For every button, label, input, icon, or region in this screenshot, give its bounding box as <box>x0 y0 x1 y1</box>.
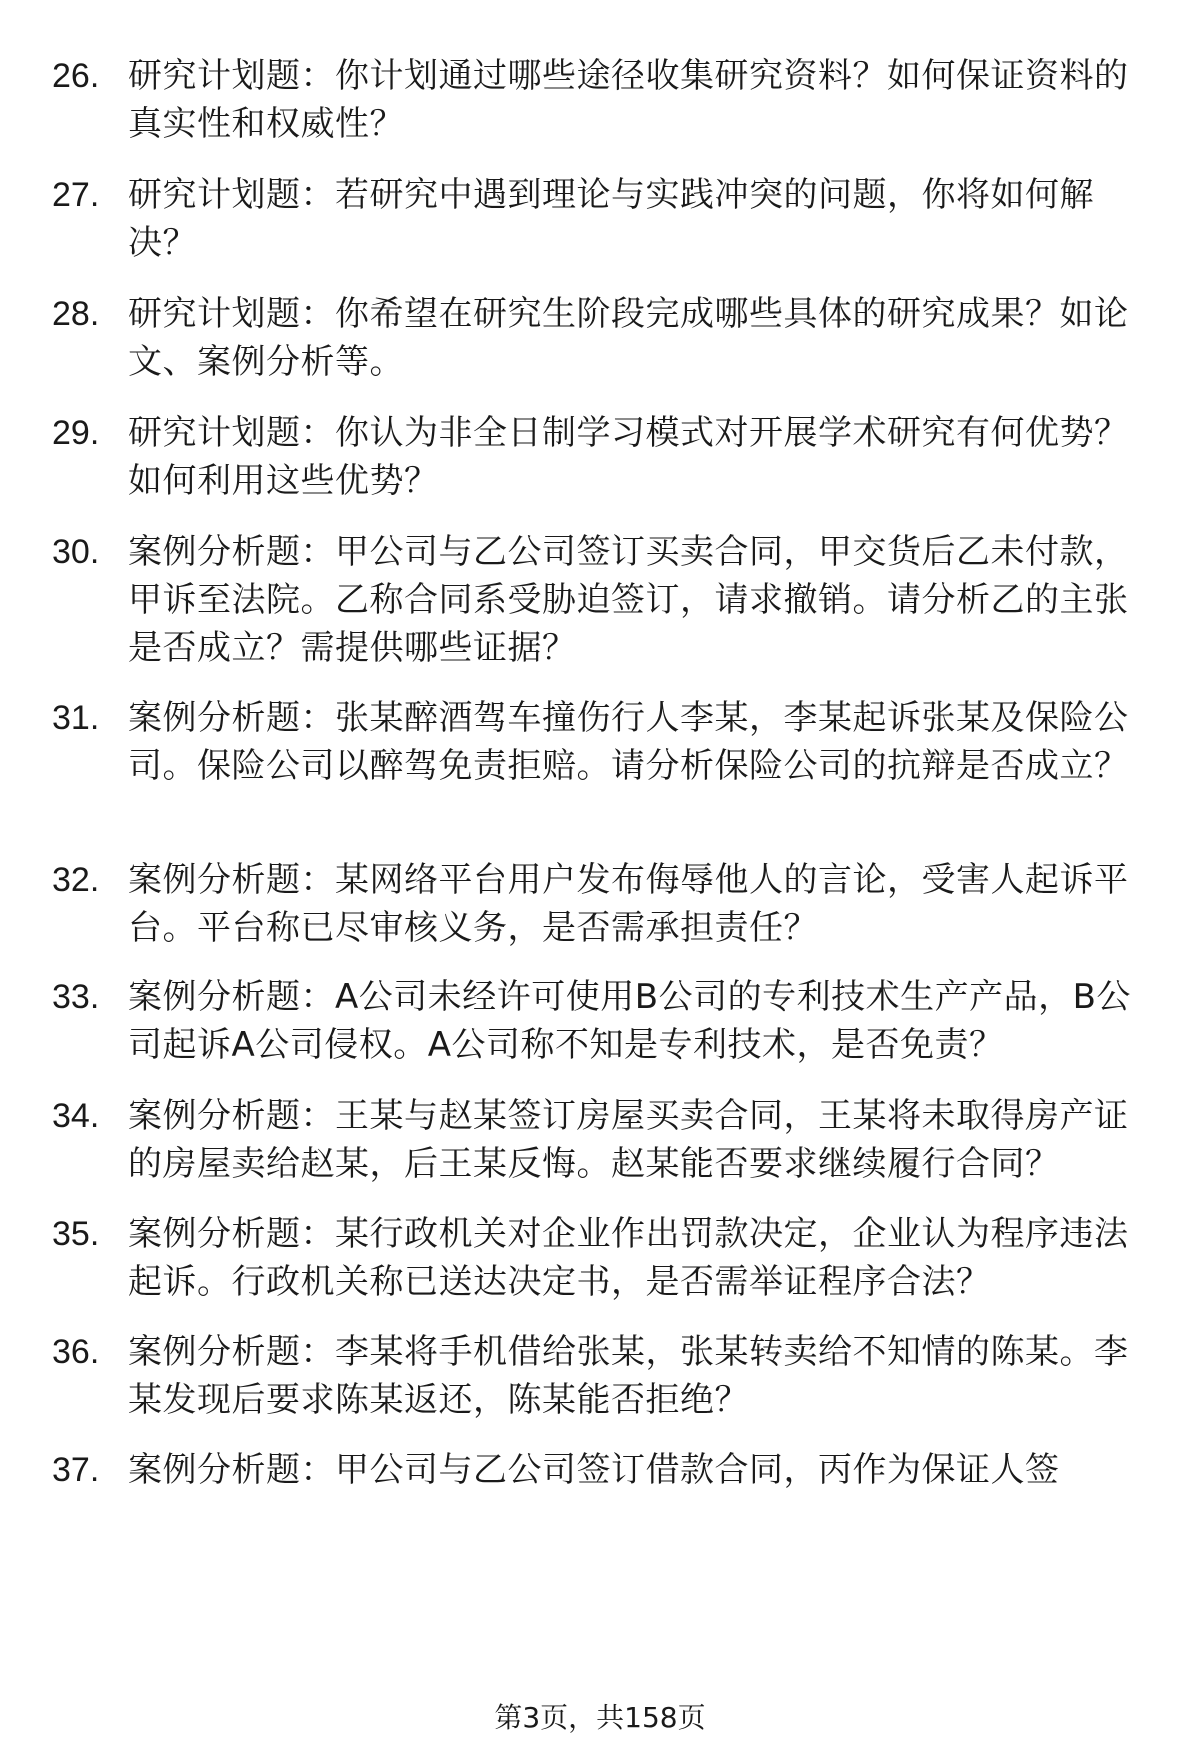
question-number: 34. <box>52 1097 100 1135</box>
question-number: 27. <box>52 176 100 214</box>
question-number: 36. <box>52 1333 100 1371</box>
question-number: 29. <box>52 414 100 452</box>
question-text: 研究计划题：你希望在研究生阶段完成哪些具体的研究成果？如论文、案例分析等。 <box>128 294 1129 382</box>
page-footer: 第3页，共158页 <box>494 1701 706 1734</box>
question-text: 案例分析题：张某醉酒驾车撞伤行人李某，李某起诉张某及保险公司。保险公司以醉驾免责拒赔。请分析保险公司的抗辩是否成立？ <box>128 698 1129 786</box>
question-number: 37. <box>52 1451 100 1489</box>
question-text: 研究计划题：你认为非全日制学习模式对开展学术研究有何优势？如何利用这些优势？ <box>128 413 1129 501</box>
question-text: 案例分析题：某行政机关对企业作出罚款决定，企业认为程序违法起诉。行政机关称已送达决定书，是否需举证程序合法？ <box>128 1214 1129 1302</box>
question-text: 案例分析题：某网络平台用户发布侮辱他人的言论，受害人起诉平台。平台称已尽审核义务，是否需承担责任？ <box>128 860 1129 948</box>
question-text: 案例分析题：甲公司与乙公司签订借款合同，丙作为保证人签 <box>128 1450 1060 1490</box>
question-text: 案例分析题：王某与赵某签订房屋买卖合同，王某将未取得房产证的房屋卖给赵某，后王某反悔。赵某能否要求继续履行合同？ <box>128 1096 1129 1184</box>
question-text: 案例分析题：李某将手机借给张某，张某转卖给不知情的陈某。李某发现后要求陈某返还，陈某能否拒绝？ <box>128 1332 1129 1420</box>
question-number: 28. <box>52 295 100 333</box>
question-number: 26. <box>52 57 100 95</box>
question-text: 研究计划题：你计划通过哪些途径收集研究资料？如何保证资料的真实性和权威性？ <box>128 56 1129 144</box>
question-number: 30. <box>52 533 100 571</box>
question-text: 研究计划题：若研究中遇到理论与实践冲突的问题，你将如何解决？ <box>128 175 1094 263</box>
question-number: 35. <box>52 1215 100 1253</box>
question-number: 31. <box>52 699 100 737</box>
question-text: 案例分析题：甲公司与乙公司签订买卖合同，甲交货后乙未付款，甲诉至法院。乙称合同系受胁迫签订，请求撤销。请分析乙的主张是否成立？需提供哪些证据？ <box>128 532 1129 668</box>
question-number: 33. <box>52 978 100 1016</box>
question-text: 案例分析题：A公司未经许可使用B公司的专利技术生产产品，B公司起诉A公司侵权。A公司称不知是专利技术，是否免责？ <box>128 977 1131 1065</box>
question-number: 32. <box>52 861 100 899</box>
